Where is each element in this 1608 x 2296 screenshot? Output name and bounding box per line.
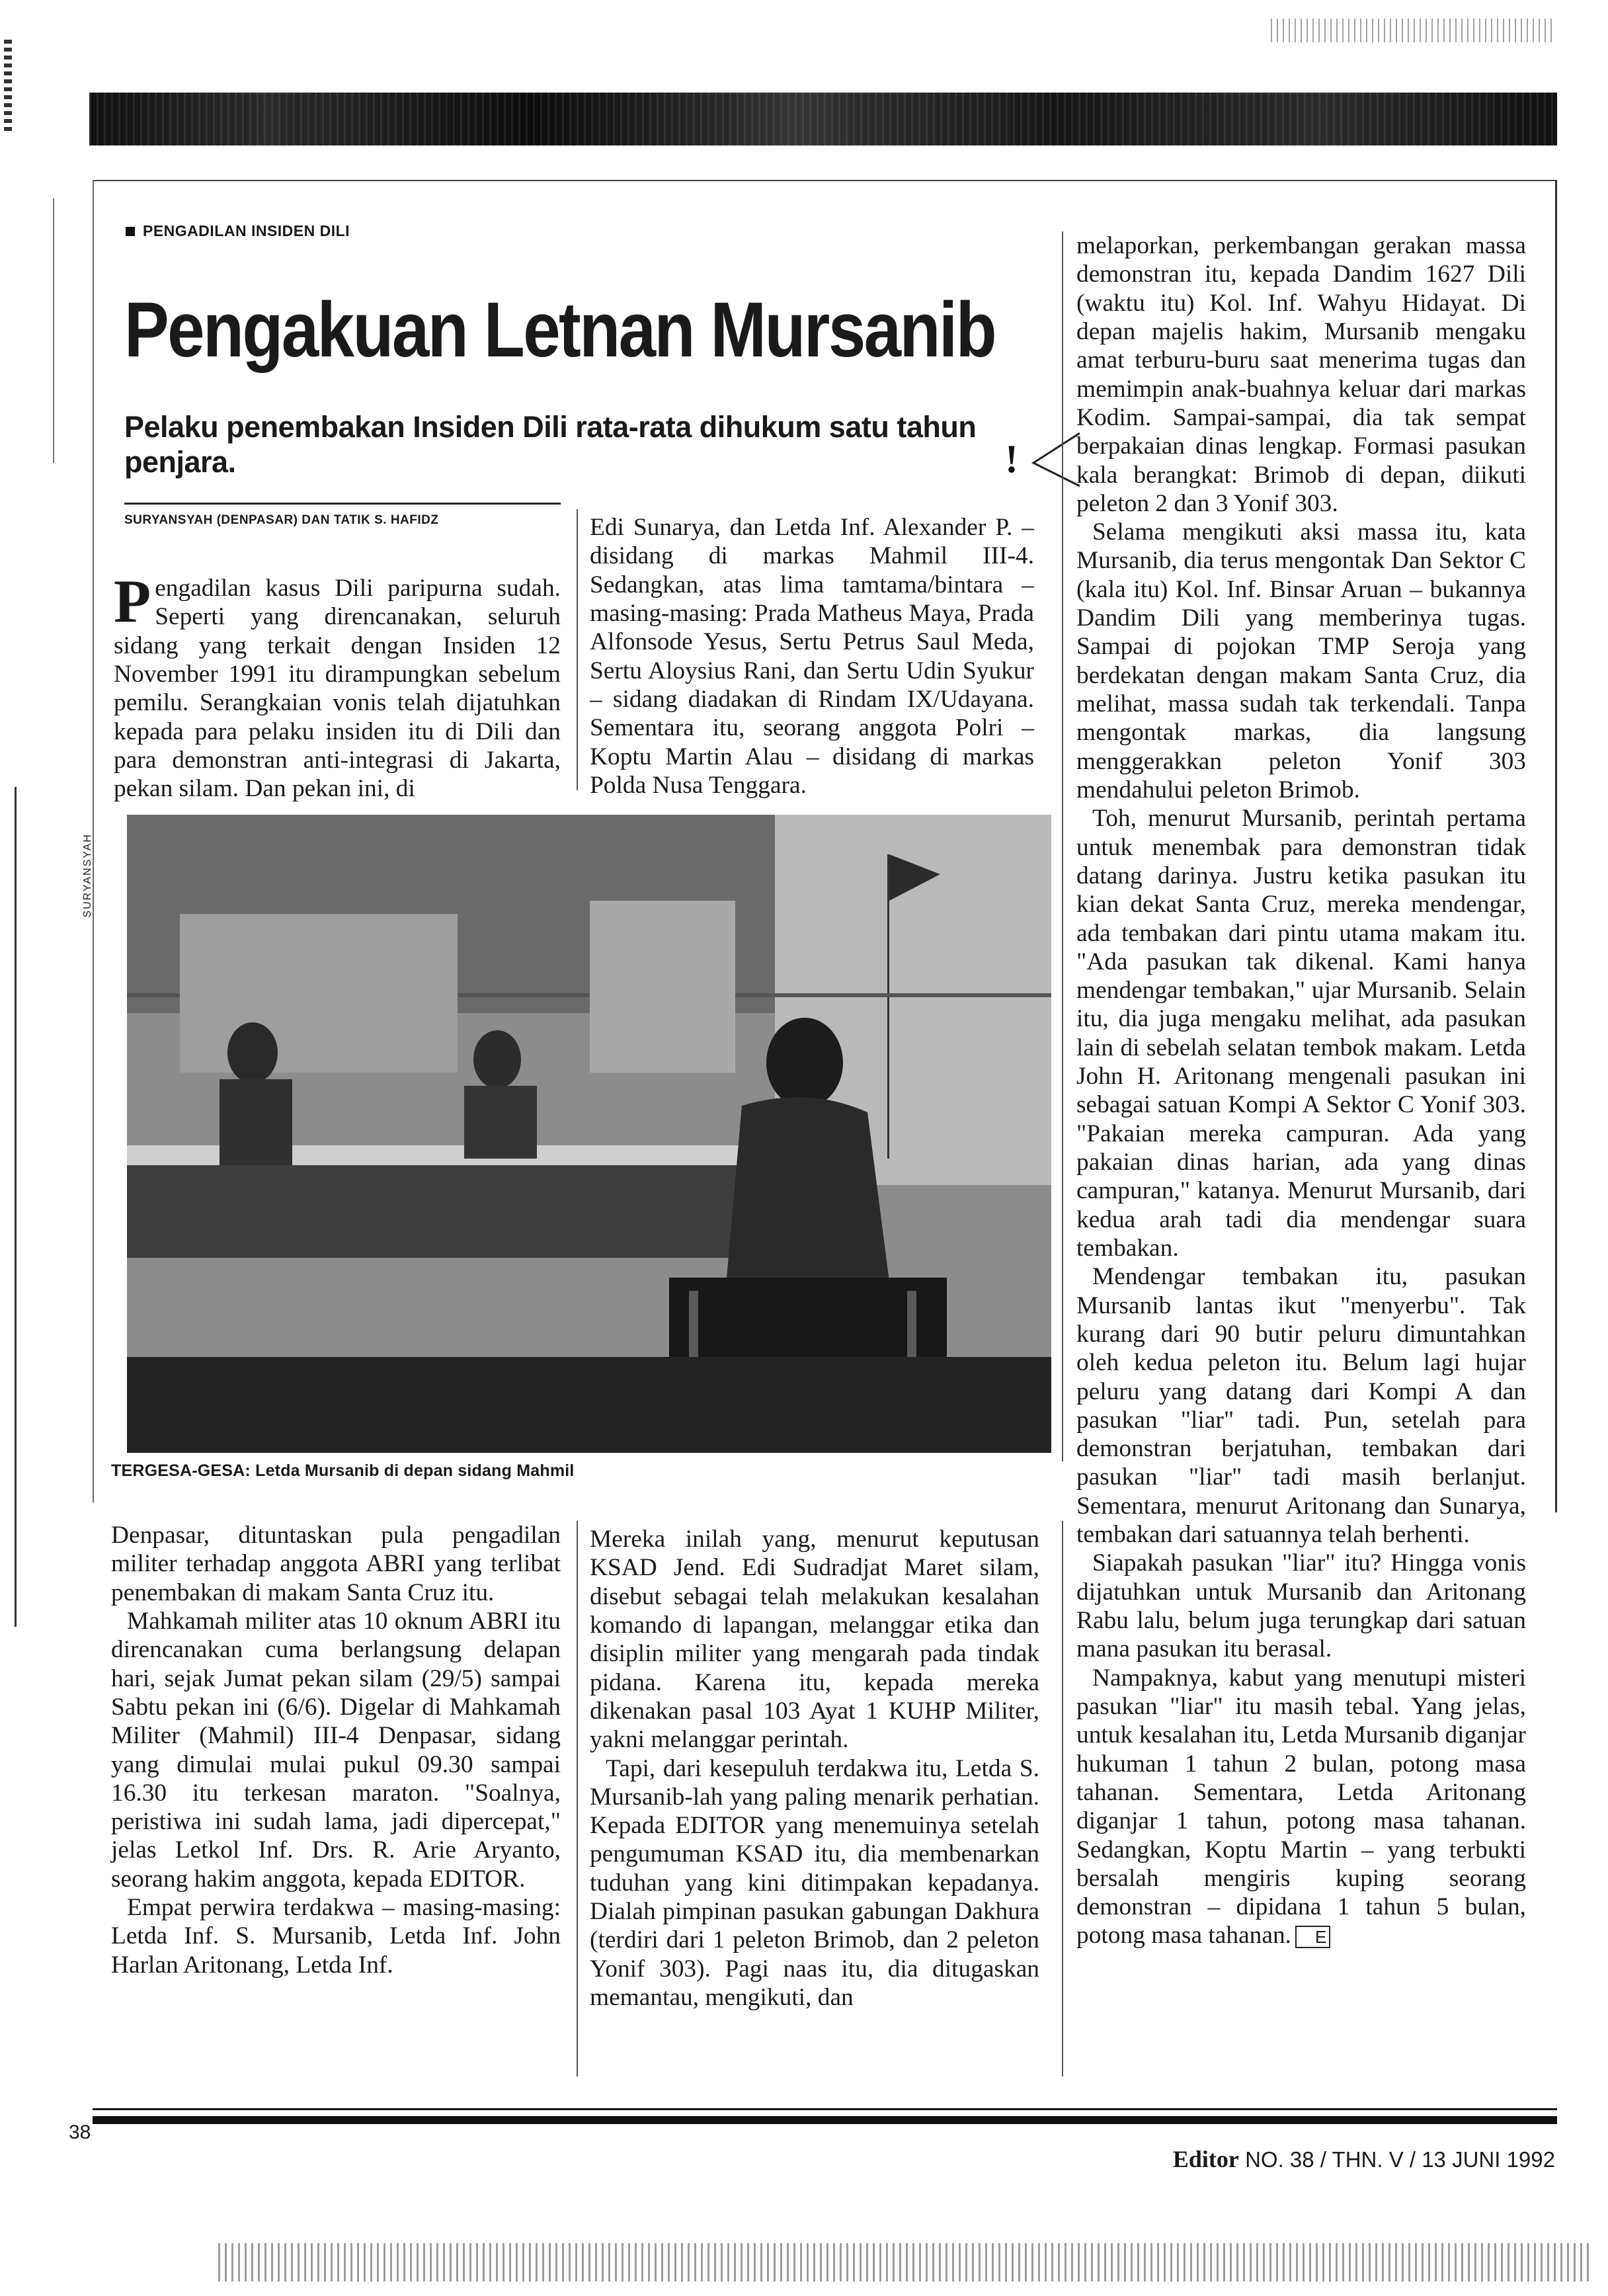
- article-column-right: [1076, 231, 1526, 1950]
- paragraph: Siapakah pasukan "liar" itu? Hingga vonis dijatuhkan untuk Mursanib dan Aritonang Rabu lalu, belum juga terungkap dari satuan mana pasukan itu berasal.: [1076, 1549, 1526, 1663]
- paragraph: melaporkan, perkembangan gerakan massa demonstran itu, kepada Dandim 1627 Dili (waktu itu) Kol. Inf. Wahyu Hidayat. Di depan majelis hakim, Mursanib mengaku amat terburu-buru saat menerima tugas dan memimpin anak-buahnya keluar dari markas Kodim. Sampai-sampai, dia tak sempat berpakaian dinas lengkap. Formasi pasukan kala berangkat: Brimob di depan, diikuti peleton 2 dan 3 Yonif 303.: [1076, 232, 1526, 517]
- paragraph: Mendengar tembakan itu, pasukan Mursanib lantas ikut "menyerbu". Tak kurang dari 90 butir peluru dimuntahkan oleh kedua peleton itu. Belum lagi hujar peluru yang datang dari Kompi A dan pasukan "liar" tadi. Pun, setelah para demonstran berjatuhan, tembakan dari pasukan "liar" tadi masih berlanjut. Sementara, menurut Aritonang dan Sunarya, tembakan dari satuannya telah berhenti.: [1076, 1263, 1526, 1549]
- article-column-middle-top: [590, 513, 1034, 800]
- scan-edge-line: [15, 787, 17, 1627]
- page-number: 38: [69, 2121, 91, 2143]
- byline: SURYANSYAH (DENPASAR) DAN TATIK S. HAFIDZ: [124, 513, 439, 527]
- photo-credit: SURYANSYAH: [82, 833, 93, 918]
- footer-rule-thin: [93, 2108, 1557, 2110]
- paragraph: Tapi, dari kesepuluh terdakwa itu, Letda S. Mursanib-lah yang paling menarik perhatian. Kepada EDITOR yang menemuinya setelah pengumuman KSAD itu, dia membenarkan tuduhan yang kini ditimpakan kepadanya. Dialah pimpinan pasukan gabungan Dakhura (terdiri dari 1 peleton Brimob, dan 2 peleton Yonif 303). Pagi naas itu, dia ditugaskan memantau, mengikuti, dan: [590, 1754, 1039, 2011]
- headline: Pengakuan Letnan Mursanib: [124, 286, 995, 374]
- article-column-left-top: [114, 567, 561, 803]
- paragraph: Pengadilan kasus Dili paripurna sudah. Seperti yang direncanakan, seluruh sidang yang terkait dengan Insiden 12 November 1991 itu dirampungkan sebelum pemilu. Serangkaian vonis telah dijatuhkan kepada para pelaku insiden itu di Dili dan para demonstran anti-integrasi di Jakarta, pekan silam. Dan pekan ini, di: [114, 567, 561, 803]
- magazine-name: Editor: [1172, 2146, 1239, 2172]
- scan-edge-line: [53, 198, 54, 463]
- margin-arrow-icon: [1028, 430, 1081, 489]
- paragraph: Denpasar, dituntaskan pula pengadilan militer terhadap anggota ABRI yang terlibat penembakan di makam Santa Cruz itu.: [111, 1522, 561, 1606]
- binder-marks: [4, 40, 12, 132]
- paragraph: Mahkamah militer atas 10 oknum ABRI itu direncanakan cuma berlangsung delapan hari, sejak Jumat pekan silam (29/5) sampai Sabtu pekan ini (6/6). Digelar di Mahkamah Militer (Mahmil) III-4 Denpasar, sidang yang dimulai mulai pukul 09.30 sampai 16.30 itu terkesan maraton. "Soalnya, peristiwa ini sudah lama, jadi dipercepat," jelas Letkol Inf. Drs. R. Arie Aryanto, seorang hakim anggota, kepada EDITOR.: [111, 1607, 561, 1893]
- paragraph: Mereka inilah yang, menurut keputusan KSAD Jend. Edi Sudradjat Maret silam, disebut sebagai telah melakukan kesalahan komando di lapangan, melanggar etika dan disiplin militer yang mengarah pada tindak pidana. Karena itu, kepada mereka dikenakan pasal 103 Ayat 1 KUHP Militer, yakni melanggar perintah.: [590, 1526, 1039, 1754]
- article-column-left-bottom: [111, 1521, 561, 1979]
- margin-exclamation: !: [1005, 437, 1018, 481]
- scan-noise-bottom: [218, 2243, 1593, 2281]
- column-divider: [1062, 231, 1063, 1461]
- paragraph-last: [1076, 1664, 1526, 1950]
- column-divider: [577, 1521, 578, 2076]
- end-mark-icon: E: [1295, 1926, 1330, 1948]
- issue-number: NO. 38 / THN. V / 13 JUNI 1992: [1245, 2147, 1555, 2172]
- footer-rule: [93, 2116, 1557, 2124]
- photo-caption: TERGESA-GESA: Letda Mursanib di depan sidang Mahmil: [111, 1461, 575, 1480]
- scan-noise-top: [1271, 19, 1555, 42]
- paragraph: Edi Sunarya, dan Letda Inf. Alexander P. – disidang di markas Mahmil III-4. Sedangkan, atas lima tamtama/bintara – masing-masing: Prada Matheus Maya, Prada Alfonsode Yesus, Sertu Petrus Saul Meda, Sertu Aloysius Rani, dan Sertu Udin Syukur – sidang diadakan di Rindam IX/Udayana. Sementara itu, seorang anggota Polri – Koptu Martin Alau – disidang di markas Polda Nusa Tenggara.: [590, 514, 1034, 799]
- subheadline: Pelaku penembakan Insiden Dili rata-rata dihukum satu tahun penjara.: [124, 410, 977, 479]
- paragraph: Selama mengikuti aksi massa itu, kata Mursanib, dia terus mengontak Dan Sektor C (kala itu) Kol. Inf. Binsar Aruan – bukannya Dandim Dili yang memberinya tugas. Sampai di pojokan TMP Seroja yang berdekatan dengan makam Santa Cruz, dia melihat, massa sudah tak terkendali. Tanpa mengontak markas, dia langsung menggerakkan peleton Yonif 303 mendahului peleton Brimob.: [1076, 518, 1526, 803]
- byline-rule: [124, 503, 561, 505]
- column-divider: [1062, 1521, 1063, 2076]
- square-bullet-icon: [126, 227, 135, 236]
- paragraph-text: Nampaknya, kabut yang menutupi misteri pasukan "liar" itu masih tebal. Yang jelas, untuk kesalahan itu, Letda Mursanib diganjar hukuman 1 tahun 2 bulan, potong masa tahanan. Sementara, Letda Aritonang diganjar 1 tahun, potong masa tahanan. Sedangkan, Koptu Martin – yang terbukti bersalah mengiris kuping seorang demonstran – dipidana 1 tahun 5 bulan, potong masa tahanan.: [1076, 1664, 1526, 1949]
- section-label: [126, 222, 350, 240]
- courtroom-photo-illustration: [127, 815, 1051, 1453]
- article-column-middle-bottom: [590, 1525, 1039, 2012]
- issue-info: [1173, 2145, 1555, 2173]
- courtroom-photo: [127, 815, 1051, 1453]
- frame-rule-top: [93, 180, 1557, 181]
- paragraph: Empat perwira terdakwa – masing-masing: Letda Inf. S. Mursanib, Letda Inf. John Harlan Aritonang, Letda Inf.: [111, 1894, 561, 1979]
- frame-rule-right: [1555, 180, 1557, 1512]
- section-label-text: PENGADILAN INSIDEN DILI: [143, 222, 350, 239]
- column-divider: [577, 509, 578, 790]
- paragraph: Toh, menurut Mursanib, perintah pertama untuk menembak para demonstran tidak datang darinya. Justru ketika pasukan itu kian dekat Santa Cruz, mereka mendengar, ada tembakan dari pintu utama makam itu. "Ada pasukan tak dikenal. Kami hanya mendengar tembakan," ujar Mursanib. Selain itu, dia juga mengaku melihat, ada pasukan lain di sebelah selatan tembok makam. Letda John H. Aritonang mengenali pasukan ini sebagai satuan Kompi A Sektor C Yonif 303. "Pakaian mereka campuran. Ada yang pakaian dinas harian, ada yang dinas campuran," katanya. Menurut Mursanib, dari kedua arah tadi dia mendengar suara tembakan.: [1076, 805, 1526, 1262]
- header-band: [89, 93, 1557, 145]
